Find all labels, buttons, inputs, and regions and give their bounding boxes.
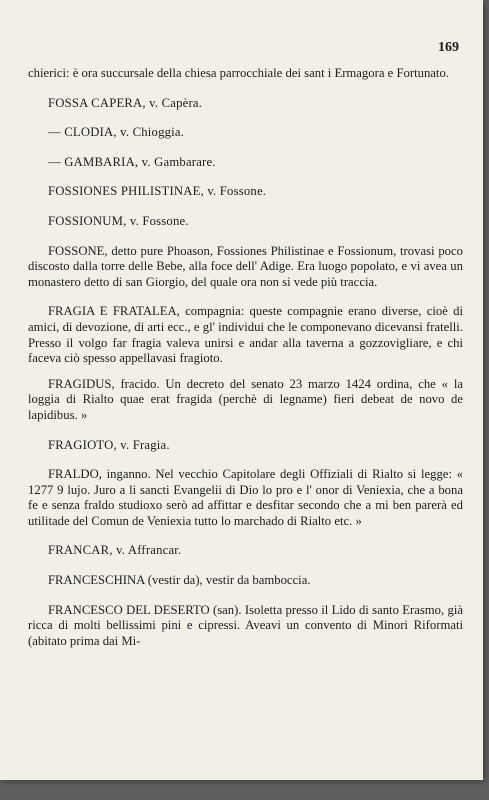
entry-fossionum: FOSSIONUM, v. Fossone. (48, 213, 189, 228)
entry-fossone: FOSSONE, detto pure Phoason, Fossiones Philistinae e Fossionum, trovasi poco discosto dalla torre delle Bebe, alla foce dell' Adige. Era luogo popolato, e vi avea un monastero detto di san Giorgio, del quale ora non si vede più traccia. (28, 243, 463, 289)
entry-fraldo: FRALDO, inganno. Nel vecchio Capitolare degli Offiziali di Rialto si legge: « 1277 9 lujo. Juro a li sancti Evangelii di Dio lo pro e l' onor di Veniexia, che a bona fe e senza fraldo studioxo serò ad affittar e desfitar secondo che a mi ben parerà ed utilitade del Comun de Veniexia tutto lo marchado di Rialto etc. » (28, 467, 463, 528)
entry-fragidus: FRAGIDUS, fracido. Un decreto del senato 23 marzo 1424 ordina, che « la loggia di Rialto quae erat fragida (perchè di legname) fieri debeat de novo de lapidibus. » (28, 376, 463, 422)
page-number: 169 (438, 40, 459, 55)
entry-francesco-del-deserto: FRANCESCO DEL DESERTO (san). Isoletta presso il Lido di santo Erasmo, già ricca di molti bellissimi pini e cipressi. Aveavi un convento di Minori Riformati (abitato prima dai Mi- (28, 602, 463, 648)
entry-clodia: — CLODIA, v. Chioggia. (48, 125, 185, 140)
entry-fragia: FRAGIA E FRATALEA, compagnia: queste compagnie erano diverse, cioè di amici, di devozione, di arti ecc., e gl' individui che le componevano dicevansi fratelli. Presso il volgo far fragia valeva unirsi e andar alla taverna a gozzovigliare, e chi faceva ciò spesso appellavasi fragioto. (28, 304, 463, 366)
entry-fossiones-philistinae: FOSSIONES PHILISTINAE, v. Fossone. (48, 184, 267, 199)
entry-francar: FRANCAR, v. Affrancar. (48, 543, 182, 558)
paragraph-continuation: chierici: è ora succursale della chiesa parrocchiale dei sant i Ermagora e Fortunato. (28, 66, 449, 80)
entry-franceschina: FRANCESCHINA (vestir da), vestir da bamboccia. (48, 573, 311, 588)
entry-fragioto: FRAGIOTO, v. Fragia. (48, 437, 170, 452)
entry-gambaria: — GAMBARIA, v. Gambarare. (48, 154, 216, 169)
entry-fossa-capera: FOSSA CAPERA, v. Capèra. (48, 95, 203, 110)
page-text (28, 66, 463, 649)
